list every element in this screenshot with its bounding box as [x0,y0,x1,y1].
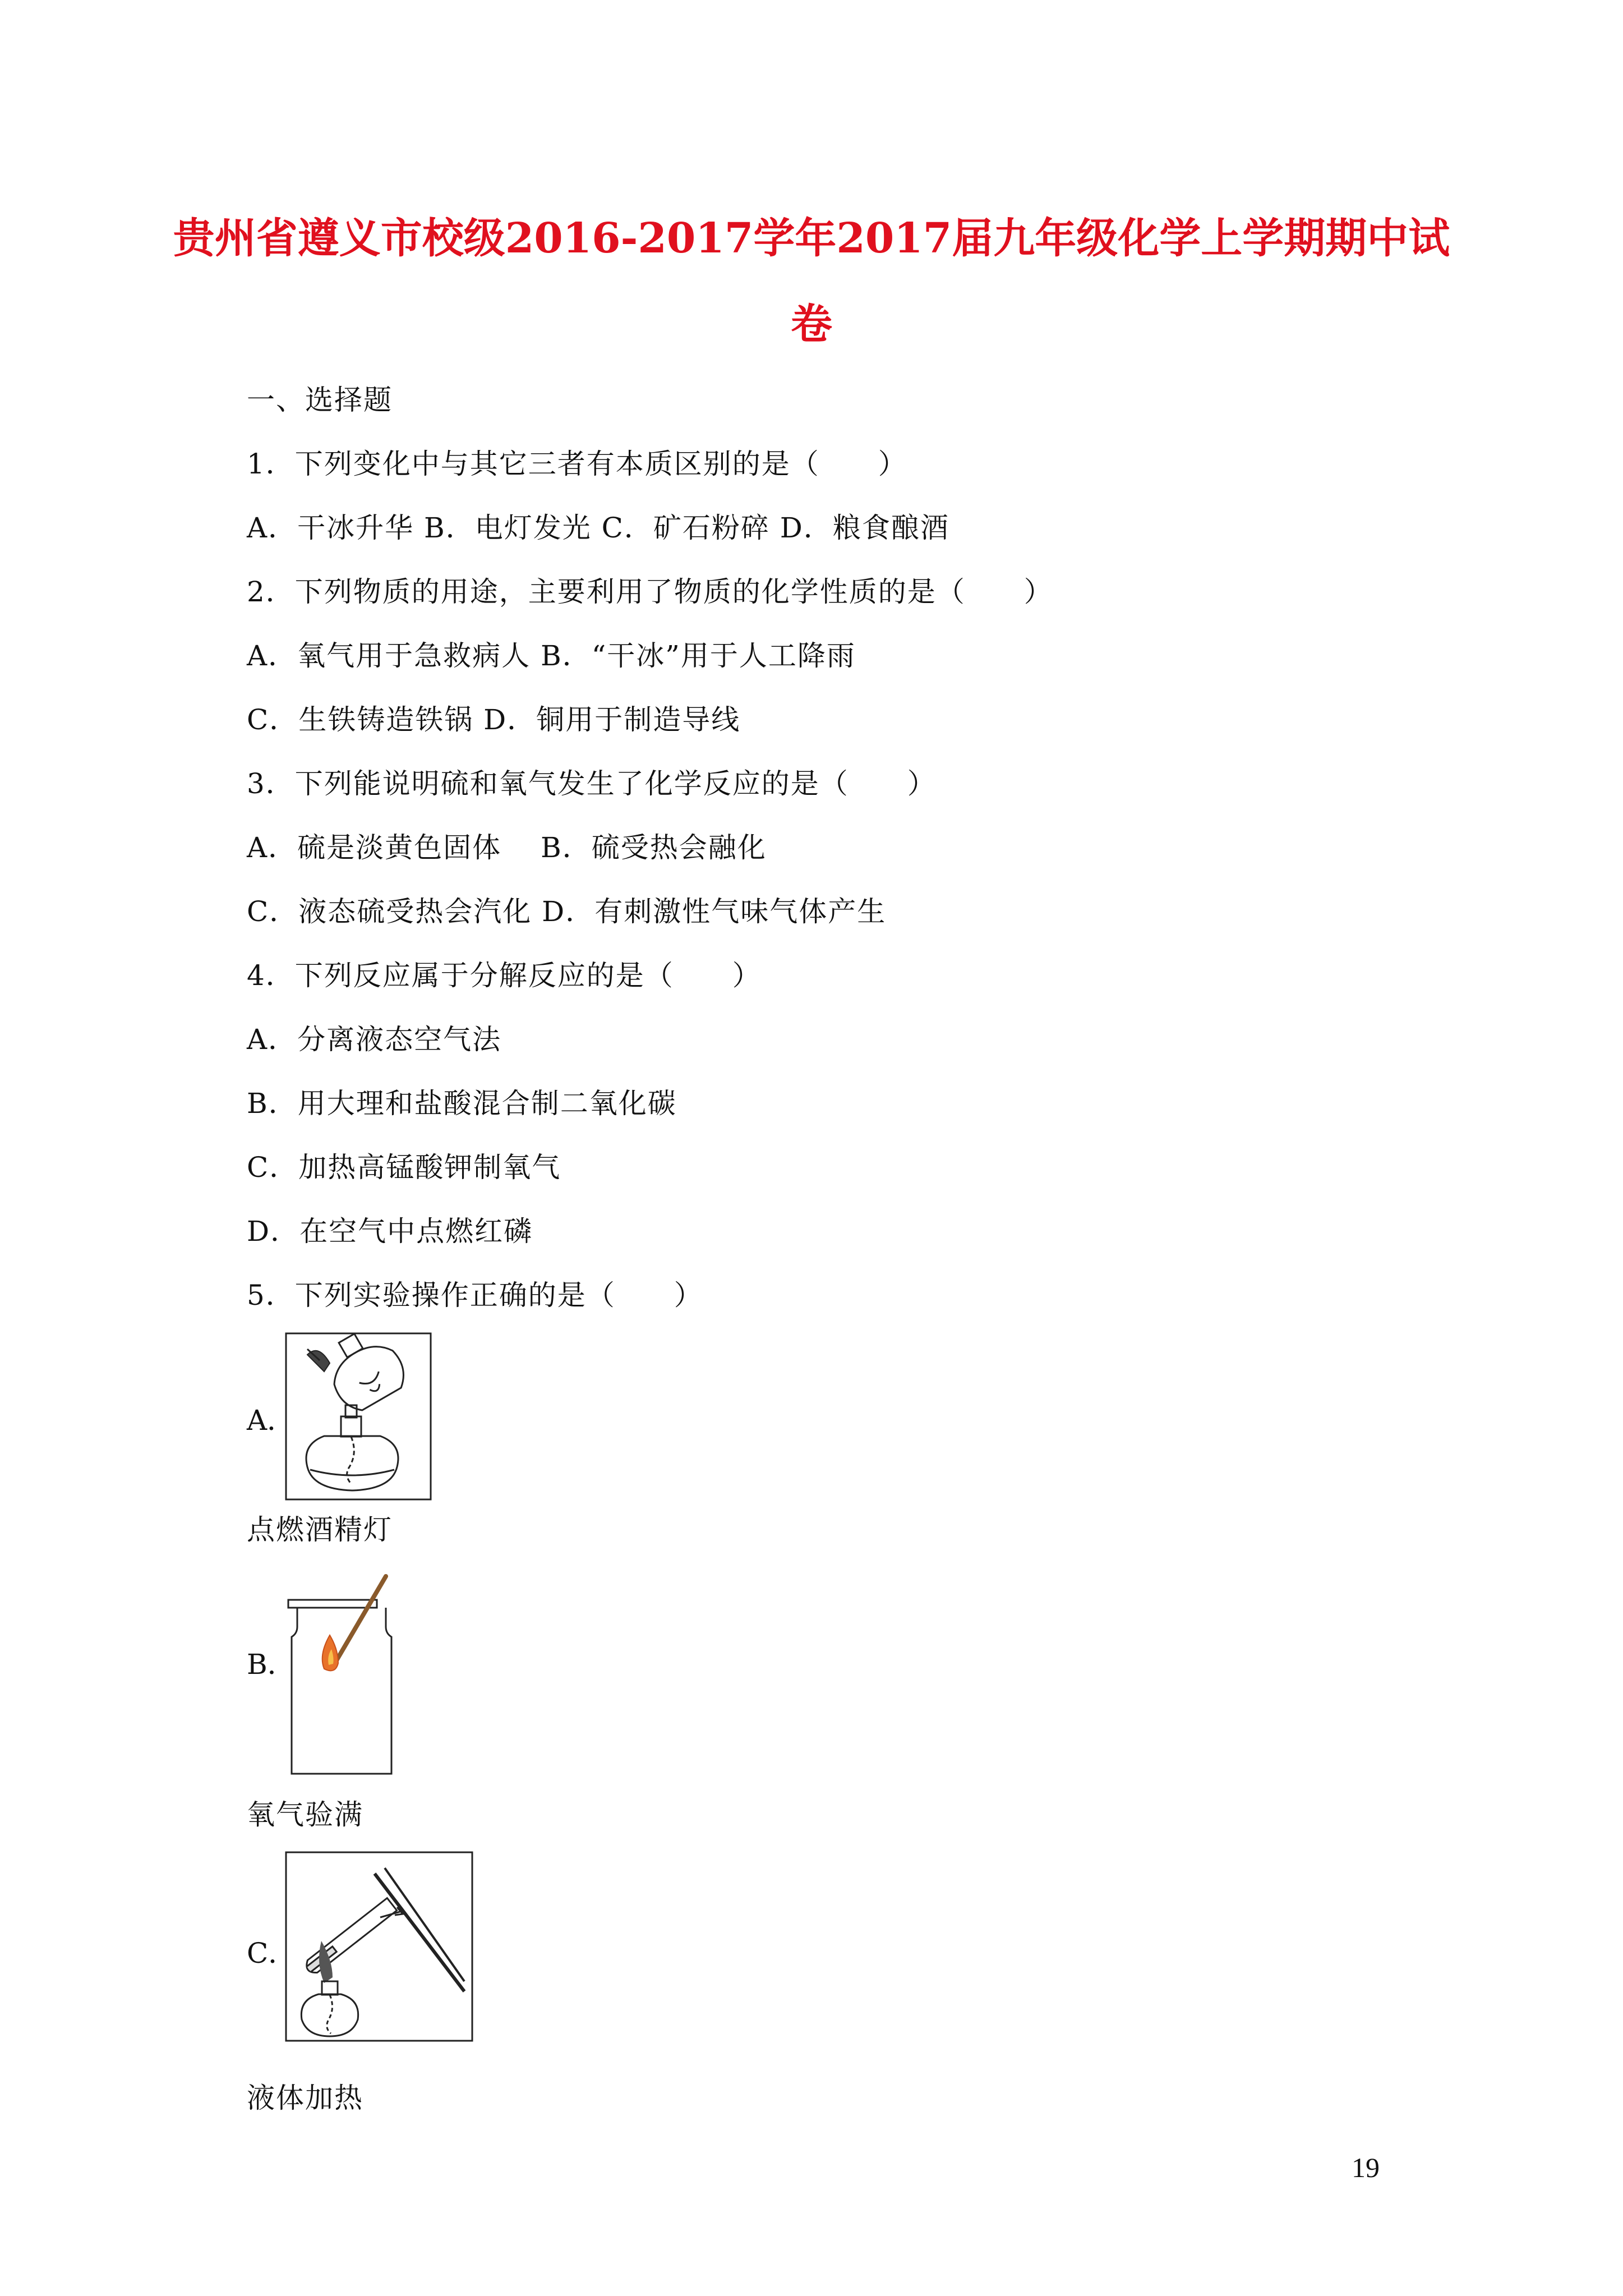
lighting-alcohol-lamp-figure [285,1332,432,1501]
q4-stem: 4．下列反应属于分解反应的是（ ） [247,959,762,992]
q5-caption-b: 氧气验满 [247,1798,363,1831]
q4-option-c: C．加热高锰酸钾制氧气 [247,1151,561,1184]
q2-options-2: C．生铁铸造铁锅 D．铜用于制造导线 [247,703,741,736]
q5-label-a: A． [247,1404,296,1437]
q3-options-1: A．硫是淡黄色固体 B．硫受热会融化 [247,831,767,864]
q4-option-d: D．在空气中点燃红磷 [247,1215,533,1248]
q5-label-b: B． [247,1648,296,1681]
q5-label-c: C． [247,1937,297,1970]
q4-option-a: A．分离液态空气法 [247,1023,502,1056]
q1-options: A．干冰升华 B．电灯发光 C．矿石粉碎 D．粮食酿酒 [247,512,949,544]
q1-stem: 1．下列变化中与其它三者有本质区别的是（ ） [247,448,907,480]
q3-stem: 3．下列能说明硫和氧气发生了化学反应的是（ ） [247,767,937,800]
document-title-line2: 卷 [791,300,832,348]
page-number: 19 [1352,2152,1380,2183]
q5-stem: 5．下列实验操作正确的是（ ） [247,1279,703,1312]
q2-options-1: A．氧气用于急救病人 B．“干冰”用于人工降雨 [247,639,856,672]
q5-caption-a: 点燃酒精灯 [247,1513,393,1546]
q5-caption-c: 液体加热 [247,2082,363,2114]
oxygen-full-check-figure [285,1571,403,1778]
document-title-line1: 贵州省遵义市校级2016-2017学年2017届九年级化学上学期期中试 [173,214,1450,263]
liquid-heating-figure [285,1851,473,2042]
q4-option-b: B．用大理和盐酸混合制二氧化碳 [247,1087,677,1120]
q3-options-2: C．液态硫受热会汽化 D．有刺激性气味气体产生 [247,895,887,928]
section-heading: 一、选择题 [247,384,393,416]
q2-stem: 2．下列物质的用途，主要利用了物质的化学性质的是（ ） [247,576,1053,608]
